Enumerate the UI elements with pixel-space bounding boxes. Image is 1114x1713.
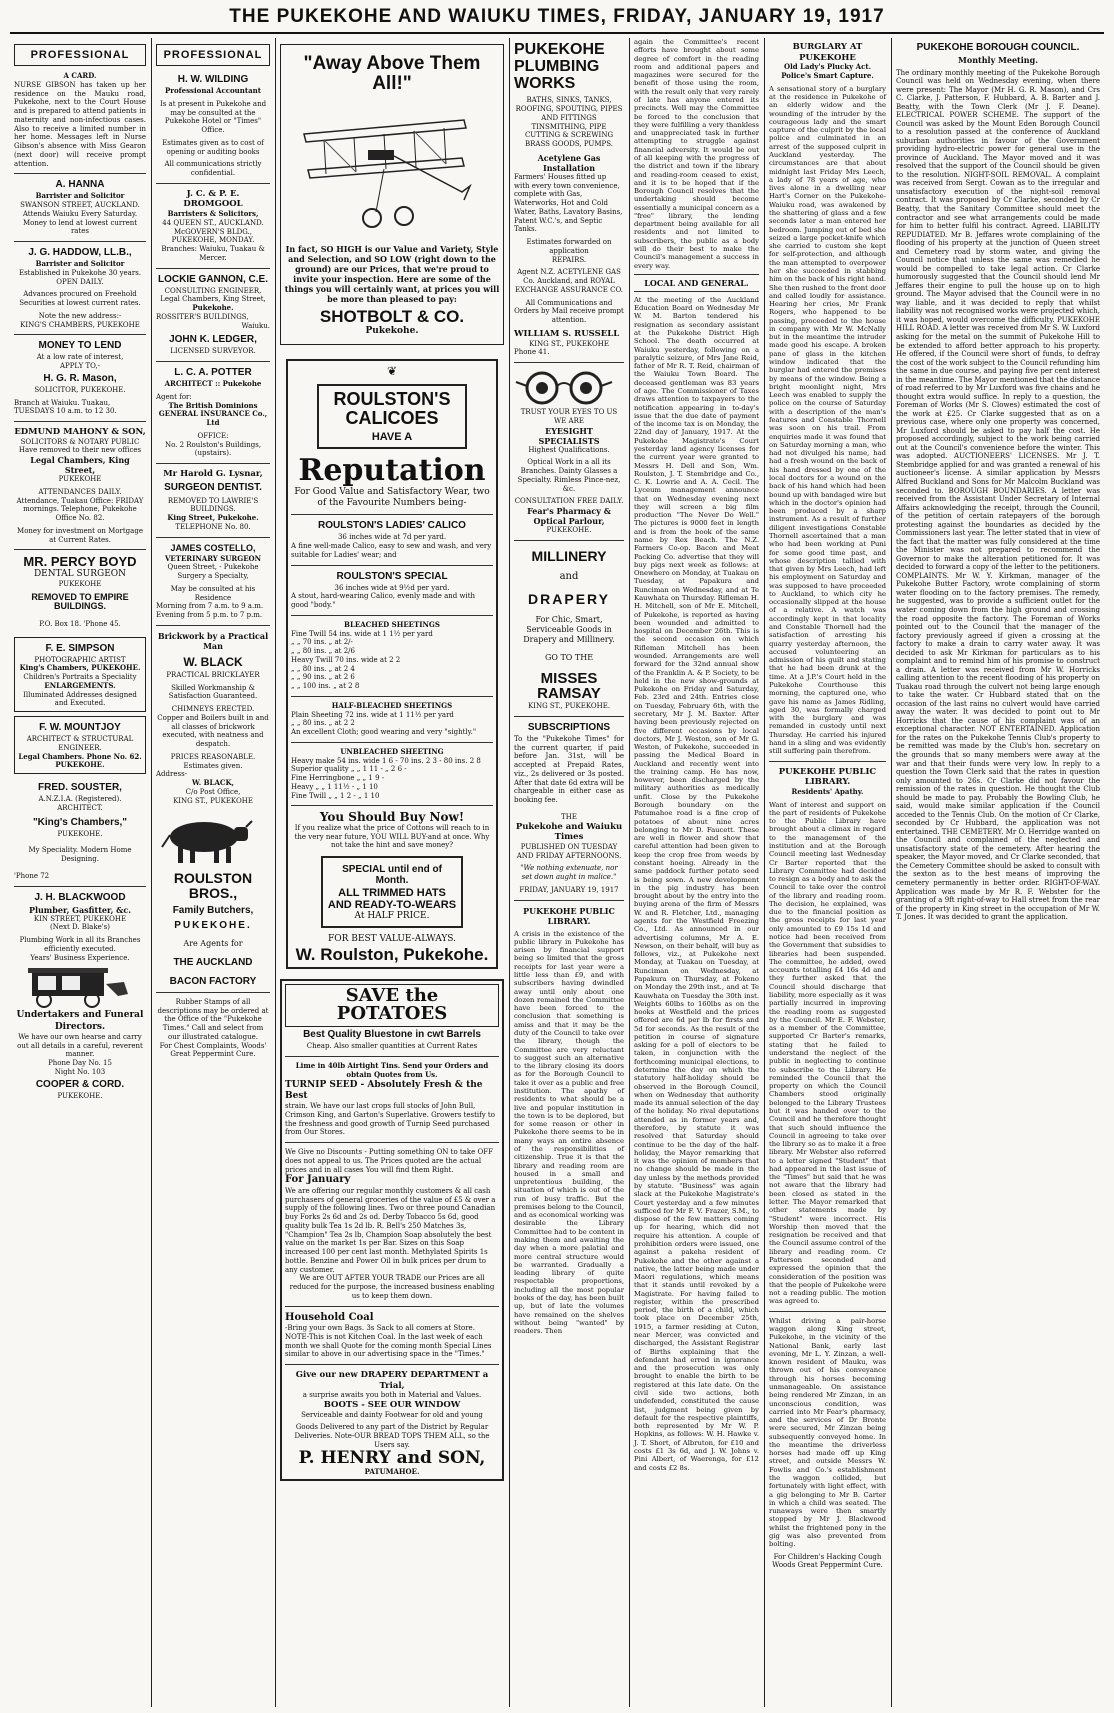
half-price: At HALF PRICE. — [354, 911, 430, 922]
mountjoy-role: ARCHITECT & STRUCTURAL ENGINEER. — [26, 735, 134, 752]
undertakers-text: We have our own hearse and carry out all details in a careful, reverent manner. — [17, 1032, 143, 1059]
costello-name: JAMES COSTELLO, — [170, 542, 256, 553]
acetylene: Acetylene Gas Installation — [537, 152, 601, 173]
black-role: PRACTICAL BRICKLAYER — [166, 670, 260, 679]
buy-title: You Should Buy Now! — [319, 810, 465, 825]
go: GO TO THE — [544, 652, 594, 662]
blackwood-trade: Plumber, Gasfitter, &c. — [28, 904, 132, 915]
dromgool-bldg: McGOVERN'S BLDG., PUKEKOHE, MONDAY. — [171, 227, 255, 245]
money-title: MONEY TO LEND — [38, 340, 122, 352]
masthead-rule — [10, 32, 1104, 34]
special-size: 36 inches wide at 9½d per yard. — [334, 583, 450, 592]
mountjoy-name: F. W. MOUNTJOY — [39, 722, 121, 734]
sub-text: To the "Pukekohe Times" for the current quarter, if paid before Jan. 31st, will be accepted at Prepaid Rates, viz., 2s delivered or 3s posted. After that date 6d extra will be chargeable in either case as booking fee. — [514, 734, 624, 805]
roulston-town: PUKEKOHE. — [174, 919, 252, 931]
boyd-town: PUKEKOHE — [58, 580, 102, 589]
council-subtitle: Monthly Meeting. — [958, 54, 1038, 65]
roulston-family: Family Butchers, — [172, 904, 254, 916]
ornament-icon: ❦ — [386, 363, 398, 378]
wilding-text: Is at present in Pukekohe and may be consulted at the Pukekohe Hotel or "Times" Office. — [159, 99, 267, 134]
january: For January — [285, 1174, 351, 1186]
turnip-text: strain. We have our last crops full stocks of John Bull, Crimson King, and Garton's Superlative. Growers testify to the freshness and good growth of Turnip Seed purchased from Our Stores. — [285, 1102, 495, 1137]
council-text: The ordinary monthly meeting of the Pukekohe Borough Council was held on Wednesday evening, when there were present: The Mayor (Mr H. G. R. Mason), and Crs C. Clarke, J. Patterson, F. Hubbard, A. B. Barter and J. Beatty, with the Town Clerk (Mr J. F. Deane). ELECTRICAL POWER SCHEME. The support of the Council was asked by the Mount Eden Borough Council to a resolution passed at the conference of Auckland suburban authorities in favour of the Government providing hydro-electric power for general use in the province of Auckland. The Mayor moved and it was resolved that the support of the Council should be given to the resolution. NIGHT-SOIL REMOVAL. A complaint was received from Sergt. Cowan as to the irregular and unsatisfactory execution of the night-soil removal contract. It was proposed by Cr Clarke, seconded by Cr Beatty, that the Sanitary Committee should meet the contractor and see what arrangements could be made for him to better fulfil his contract. Agreed. LIABILITY REPUDIATED. Mr B. Jeffares wrote complaining of the flooding of his property at the junction of Queen street and Cemetery road by storm water, and giving the Council notice that unless the same was remedied he would be compelled to take legal action. Cr Clarke humorously suggested that the Council should lend Mr Jeffares their engine to pull the house up on to high ground. The Mayor advised that the Council were in no way liable, and it was decided to reply that whilst liability was not recognised works were projected which, it was hoped, would overcome the difficulty. PUKEKOHE HILL ROAD. A letter was received from Mr S. W. Luxford asking for the metal on the summit of Pukekohe Hill to be extended to afford better approach to his property. He offered, if the Council were short of funds, to defray the cost of the work subject to the Council refunding him the same in due course, and paying five per cent interest in the meantime. The Mayor mentioned that the distance of road referred to by Mr Luxford was five chains and he thought extra would suffice. In reply to a question, the Foreman of Works (Mr S. Clowes) estimated the cost of the work at £25. Cr Clarke suggested that as on a previous case, where only one property was concerned, Mr Luxford should be asked to pay half the cost. He proposed accordingly, subject to the work being carried out at the Council's convenience before the winter. This was adopted. AUCTIONEERS' LICENSES. Mr J. T. Stembridge applied for and was granted a renewal of his auctioneer's license. A similar application by Messrs Alfred Buckland and Sons for Mr Malcolm Buckland was seconded to. BOROUGH BOUNDARIES. A letter was received from the Assistant Under Secretary of Internal Affairs acknowledging the receipt, through the Council, of the petition of certain ratepayers of the borough protesting against the boundaries as decided by the Commissioners last year. The letter stated that in view of the fact that the matter was fully considered at the time the Minister was not prepared to recommend the Governor to make the alteration petitioned for. It was decided to forward a copy of the letter to the petitioners. COMPLAINTS. Mr W. Y. Kirkman, manager of the Pukekohe Butter Factory, wrote complaining of storm water flooding on to the factory premises. The remedy, he suggested, was to provide a sufficient outlet for the water coming down from the high ground and crossing the road opposite the factory. The Foreman of Works pointed out to the Council that the manager of the factory previously agreed if given a crossing at the factory to make a drain to carry water away. It was decided to ask Mr Kirkman for particulars as to his complaint and to remind him of his promise to construct a drain. A letter was received from Mr W. Horricks calling attention to the recent flooding of his property on Tuakau road through the culvert not being large enough to take the water. Cr Hubbard stated that on the occasion of the last rains no culvert would have carried away the water. It was decided to point out to Mr Horricks that the cause of his complaint was of an exceptional character. NOT ENTERTAINED. Application for the rates on the Pukekohe Tennis Club's property to be remitted was made by the Club's hon. secretary on the grounds that so many members were away at the war and that their funds were very low. In reply to a question the Town Clerk said that the rates in question only amounted to 26s. Cr Clarke did not favour the remission of the rates in question. He thought the Club should be made to pay. Probably the Bowling Club, he said, would make similar application if the Council acceded to the Tennis Club. On the motion of Cr Clarke, seconded by Cr Hubbard, the application was not entertained. THE CEMETERY. Mr O. Herridge wanted on the Council and complained of the neglected and unsatisfactory state of the cemetery. After hearing the speaker, the Mayor moved, and Cr Clarke seconded, that the Cemetery Committee should be asked to consult with the sexton as to the best means of improving the cemetery permanently in better order. RIGHT-OF-WAY. Application was made by Mr R. F. Webster for the granting of a 9ft right-of-way to Hall street from the rear of the property in King street in the occupation of Mr W. T. Jones. It was decided to grant the application. — [896, 68, 1100, 922]
eyes-spec: EYESIGHT SPECIALISTS — [538, 425, 600, 446]
bleached-title: BLEACHED SHEETINGS — [344, 619, 440, 629]
money-branch: Branch at Waiuku. Tuakau, TUESDAYS 10 a.m. to 12 30. — [14, 398, 117, 416]
souster-role: ARCHITECT. — [57, 803, 103, 812]
estimates: Estimates forwarded on application — [526, 238, 612, 255]
millinery: MILLINERY — [531, 547, 607, 564]
fear-town: PUKEKOHE. — [546, 526, 592, 535]
masthead: THE PUKEKOHE AND WAIUKU TIMES, FRIDAY, JANUARY 19, 1917 — [229, 6, 885, 27]
bleached-row: „ „ 100 ins. „ at 2 8 — [291, 682, 360, 691]
away-title: "Away Above Them All!" — [303, 53, 481, 94]
undertakers-phone1: Phone Day No. 15 — [48, 1059, 112, 1068]
undertakers-town: PUKEKOHE. — [57, 1091, 103, 1100]
column-ads — [276, 38, 508, 1707]
dromgool-role: Barristers & Solicitors, — [167, 209, 259, 218]
sub-title: SUBSCRIPTIONS — [527, 721, 611, 733]
half-row: Plain Sheeting 72 ins. wide at 1 11½ per yard — [291, 710, 454, 719]
column-professional-1 — [10, 38, 150, 1707]
w-roulston: W. Roulston, Pukekohe. — [295, 944, 489, 964]
biplane-illustration — [284, 94, 500, 244]
eyes-we: WE ARE — [554, 416, 584, 425]
column-plumbing — [510, 38, 628, 1707]
russell-name: WILLIAM S. RUSSELL — [514, 328, 620, 339]
hanna-role: Barrister and Solicitor — [35, 191, 125, 201]
section-header: PROFESSIONAL — [14, 44, 146, 66]
turnip: TURNIP SEED - Absolutely Fresh & the Best — [285, 1079, 483, 1101]
repairs: REPAIRS. — [551, 255, 587, 264]
dromgool-addr: 44 QUEEN ST., AUCKLAND. — [162, 218, 264, 227]
roulston-the: THE AUCKLAND — [173, 956, 253, 968]
wilding-est: Estimates given as to cost of opening or auditing books — [162, 138, 264, 156]
mahony-role: SOLICITORS & NOTARY PUBLIC — [20, 437, 140, 446]
costello-hours1: Morning from 7 a.m. to 9 a.m. — [156, 602, 264, 611]
ox-illustration — [156, 813, 270, 867]
lysnar-addr: King Street, Pukekohe. — [167, 513, 259, 523]
calicoes-1: ROULSTON'S — [333, 388, 451, 409]
black-est: Estimates given. — [183, 761, 243, 770]
library-sub: Residents' Apathy. — [791, 786, 864, 796]
bleached-row: Fine Twill 54 ins. wide at 1 1½ per yard — [291, 629, 433, 638]
mahony-money: Money for investment on Mortgage at Current Rates. — [17, 526, 143, 544]
mahony-attend: ATTENDANCES DAILY. — [38, 487, 122, 496]
potter-role: ARCHITECT :: Pukekohe — [164, 379, 262, 388]
hanna-name: A. HANNA — [55, 179, 105, 191]
rubber-note: Rubber Stamps of all descriptions may be ordered at the Office of the "Pukekohe Times." Call and select from our illustrated catalogue. — [157, 997, 269, 1041]
lockie-role: CONSULTING ENGINEER, — [164, 286, 262, 295]
misses-ramsay: MISSES RAMSAY — [537, 669, 601, 703]
mountjoy-addr: Legal Chambers. Phone No. 62. PUKEKOHE. — [18, 751, 142, 770]
published: PUBLISHED ON TUESDAY AND FRIDAY AFTERNOONS. — [516, 842, 622, 860]
special-title: ROULSTON'S SPECIAL — [336, 570, 448, 582]
shotbolt-name: SHOTBOLT & CO. — [319, 306, 465, 326]
card-title: A CARD. — [63, 71, 97, 80]
chest-note: For Chest Complaints, Woods' Great Peppermint Cure. — [159, 1041, 267, 1059]
blackwood-name: J. H. BLACKWOOD — [34, 891, 126, 903]
boots-text: Serviceable and dainty Footwear for old and young — [301, 1410, 483, 1419]
blackwood-exp: Years' Business Experience. — [30, 953, 130, 962]
eyes-trust: TRUST YOUR EYES TO US — [520, 408, 618, 417]
haddow-est: Established in Pukekohe 30 years. — [18, 268, 142, 277]
potter-co: The British Dominions GENERAL INSURANCE Co., Ltd — [158, 400, 268, 427]
souster-addr: "King's Chambers," — [32, 816, 128, 828]
the: THE — [561, 812, 577, 821]
boyd-box: P.O. Box 18. 'Phone 45. — [39, 619, 121, 628]
save-title: SAVE the POTATOES — [285, 984, 499, 1028]
costello-spec: Surgery a Specialty, — [177, 572, 249, 581]
russell-addr: KING ST., PUKEKOHE — [529, 339, 609, 348]
bleached-row: „ „ 80 ins. „ at 2/6 — [291, 647, 355, 656]
local-title: LOCAL AND GENERAL. — [634, 274, 759, 292]
black-prices: PRICES REASONABLE. — [170, 752, 256, 761]
mahony-attend2: Attendance, Tuakau Office: FRIDAY mornings. Telephone, Pukekohe Office No. 82. — [16, 496, 144, 523]
cough-note: For Children's Hacking Cough Woods Great Peppermint Cure. — [772, 1552, 883, 1570]
section-header: PROFESSIONAL — [156, 44, 270, 66]
blackwood-note: (Next D. Blake's) — [50, 923, 110, 932]
costello-addr: Queen Street, - Pukekohe — [167, 563, 259, 572]
rep-sub: For Good Value and Satisfactory Wear, two of the Favourite Numbers being- — [294, 486, 490, 509]
costello-consult: May be consulted at his Residence — [170, 584, 256, 602]
eyes-text: Optical Work in a all its Branches. Dainty Glasses a Specialty. Rimless Pince-nez, &c. — [517, 458, 621, 493]
goods: Goods Delivered to any part of the District by Regular Deliveries. Note-OUR BREAD TOPS THEM ALL, so the Users say. — [294, 1423, 490, 1449]
simpson-addr: King's Chambers, PUKEKOHE. — [19, 663, 141, 673]
black-address: Address- — [156, 770, 188, 779]
burglary-sub1: Old Lady's Plucky Act. — [783, 62, 872, 72]
henry-ad — [280, 979, 504, 1482]
lockie-ross: ROSSITER'S BUILDINGS, — [156, 312, 249, 321]
comms: All Communications and Orders by Mail receive prompt attention. — [514, 298, 624, 325]
burglary-title: BURGLARY AT PUKEKOHE — [792, 42, 863, 63]
column-professional-2 — [152, 38, 274, 1707]
away-text: In fact, SO HIGH is our Value and Variety, Style and Selection, and SO LOW (right down to the ground) are our Prices, that we're proud to invite your inspection. Here are some of the things you will certainly want, at prices you will be more than pleased to pay: — [284, 243, 500, 304]
lime: Lime in 40lb Airtight Tins. Send your Orders and obtain Quotes from Us. — [295, 1061, 489, 1079]
acetylene-text: Farmers' Houses fitted up with every town convenience, complete with Gas, Waterworks, Hot and Cold Water, Baths, Lavatory Basins, Patent W.C.'s, and Septic Tanks. — [514, 172, 623, 234]
wilding-role: Professional Accountant — [165, 86, 261, 95]
drapery-text: a surprise awaits you both in Material and Values. — [302, 1391, 482, 1400]
unbleached-row: Fine Twill „ „ 1 2 - „ 1 10 — [291, 791, 380, 800]
column-burglary — [765, 38, 890, 1707]
blackwood-work: Plumbing Work in all its Branches efficiently executed. — [19, 936, 141, 953]
souster-spec: My Speciality. Modern Home Designing. — [28, 846, 132, 864]
cut: We are OUT AFTER YOUR TRADE our Prices are all reduced for the purpose, the increased business enabling us to keep them down. — [289, 1274, 495, 1300]
and: and — [559, 571, 579, 583]
hanna-addr: SWANSON STREET, AUCKLAND. — [20, 201, 140, 209]
shotbolt-ad — [280, 44, 504, 345]
black-name: W. BLACK — [183, 654, 243, 669]
eyes-qual: Highest Qualifications. — [528, 445, 610, 454]
special-month: SPECIAL until end of Month. — [342, 864, 442, 887]
agent: Agent N.Z. ACETYLENE GAS Co. Auckland, and ROYAL EXCHANGE ASSURANCE CO. — [514, 268, 623, 294]
hats-box — [321, 856, 463, 928]
haddow-addr: KING'S CHAMBERS, PUKEKOHE — [20, 320, 140, 329]
bleached-row: „ „ 90 ins. „ at 2 6 — [291, 673, 355, 682]
wilding-name: H. W. WILDING — [177, 74, 249, 85]
runaway-text: Whilst driving a pair-horse waggon along King street, Pukekohe, in the vicinity of the National Bank, early last evening, Mr L. Y. Zinzan, a well-known resident of Mauku, was thrown out of his conveyance through his horses becoming unmanageable. On assistance being rendered Mr Zinzan, in an unconscious condition, was carried into Mr Fear's pharmacy, and the services of Dr Bronte were secured, Mr Zinzan being subsequently conveyed home. In the meantime the driverless horses had made off up King street, and outside Messrs W. Fowlis and Co.'s establishment the waggon collided, but fortunately with light effect, with a gig belonging to Mr B. Carter in which a child was seated. The runaways were then smartly stopped by Mr J. Blackwood whilst the frightened pony in the gig was also prevented from bolting. — [769, 1316, 886, 1549]
black-st: KING ST., PUKEKOHE — [173, 796, 253, 805]
haddow-adv: Advances procured on Freehold Securities at lowest current rates. — [19, 290, 141, 307]
calicoes-2: CALICOES — [345, 407, 439, 428]
unbleached-row: Fine Herringbone „ „ 1 9 - — [291, 774, 385, 783]
library-continued: again the Committee's recent efforts have brought about some degree of comfort in the reading room and additional papers and magazines were secured for the benefit of those using the room, with the result only that very rarely of late has anyone entered its precincts. Well may the Committee be forced to the conclusion that they were fulfilling a very thankless and unappreciated task in further attempting to struggle against financial adversity. It would be out of all keeping with the progress of the district and town if the library and reading-room ceased to exist, and it is to be hoped that if the Borough Council resolves that the undertaking should become essentially a municipal concern as a "free" library, the lending department being available for all residents and not limited to subscribers, the public as a body will do their best to make the Council's management a success in every way. — [634, 38, 759, 270]
lysnar-name: Mr Harold G. Lysnar, — [163, 469, 263, 479]
roulston-bros: ROULSTON BROS., — [173, 870, 253, 902]
mountjoy-ad — [14, 716, 146, 774]
shotbolt-town: Pukekohe. — [365, 325, 419, 336]
simpson-kids: Children's Portraits a Speciality — [23, 673, 137, 682]
henry: P. HENRY and SON, — [298, 1447, 486, 1468]
potter-office: OFFICE: — [197, 431, 229, 440]
unbleached-row: Heavy make 54 ins. wide 1 6 - 70 ins. 2 3 - 80 ins. 2 8 — [291, 756, 481, 765]
hanna-note: Attends Waiuku Every Saturday. Money to lend at lowest current rates — [22, 209, 138, 236]
souster-quals: A.N.Z.I.A. (Registered). — [38, 795, 122, 804]
plumbing-items: BATHS, SINKS, TANKS, ROOFING, SPOUTING, PIPES AND FITTINGS TINSMITHING, PIPE CUTTING & SCREWING BRASS GOODS, PUMPS. — [515, 96, 623, 149]
boyd-removed: REMOVED TO EMPIRE BUILDINGS. — [31, 592, 129, 612]
souster-town: PUKEKOHE. — [57, 829, 103, 838]
calicoes-box — [317, 384, 467, 449]
souster-phone: 'Phone 72 — [14, 871, 50, 880]
fear: Fear's Pharmacy & Optical Parlour, — [527, 506, 611, 527]
mahony-addr: Legal Chambers, King Street, — [30, 455, 130, 476]
unbleached-title: UNBLEACHED SHEETING — [340, 746, 444, 756]
simpson-ad — [14, 637, 146, 713]
date: FRIDAY, JANUARY 19, 1917 — [519, 885, 619, 894]
costello-role: VETERINARY SURGEON — [164, 553, 262, 563]
simpson-enl: ENLARGEMENTS. — [44, 680, 116, 690]
save-cheap: Cheap. Also smaller quantities at Current Rates — [306, 1042, 478, 1051]
dromgool-branches: Branches: Waiuku, Tuakau & Mercer. — [161, 245, 265, 262]
ledger-role: LICENSED SURVEYOR. — [170, 347, 256, 356]
library-text-2: Want of interest and support on the part of residents of Pukekohe to the Public Library have brought about a climax in regard to the management of the institution and at the Borough Council meeting last Wednesday Cr Barter reported that the Library Committee had decided to resign as a body and to ask the Council to take over the control of the library and reading room. The decision, he explained, was due to the financial position as the gross receipts for last year only amounted to £9 15s 1d and notice had been received from the Government that subsidies to libraries had been suspended. The committee, he added, owed accounts totalling £4 16s 4d and they further asked that the Council should discharge that liability, more especially as it was partially incurred in improving the reading room as suggested by the Council. Mr E. F. Webster, as a member of the Committee, supported Cr Barter's remarks, stating that he failed to understand the neglect of the public in neglecting to continue to subscribe to the Library. He reminded the Council that the property on which the Council Chambers stood originally belonged to the Library Trustees but it was handed over to the Council and he therefore thought that such should influence the Council in agreeing to take over the library so as to make it a free library. Mr Webster also referred to a letter signed "Student" that had appeared in the last issue of the "Times" but said that he was not aware that the library had been closed as stated in the letter. The Mayor remarked that other statements made by "Student" were incorrect. His Worship then moved that the resignation be received and that the Council assume control of the library and reading room. Cr Patterson seconded and expressed the opinion that the consideration of the position was that the people of Pukekohe were not a reading public. The motion was agreed to. — [769, 800, 886, 1306]
undertakers-phone2: Night No. 103 — [54, 1067, 106, 1076]
mahony-town: PUKEKOHE — [58, 475, 102, 484]
black-skill: Skilled Workmanship & Satisfaction Guaranteed. — [168, 683, 258, 701]
lockie-addr: Legal Chambers, King Street, — [160, 295, 266, 304]
save-sub: Best Quality Bluestone in cwt Barrels — [303, 1029, 481, 1041]
local-text: At the meeting of the Auckland Education Board on Wednesday Mr W. M. Barton tendered his resignation as secondary assistant at the Pukekohe District High School. The death occurred at Waiuku yesterday, following on a paralytic seizure, of Mrs Jane Reid, father of Mr R. T. Reid, chairman of the Waiuku Town Board. The deceased gentleman was 83 years of age. The Commissioner of Taxes draws attention to taxpayers to the notification appearing in to-day's issue that the due date of payment of the income tax is on Monday, the 22nd day of January, 1917. At the Pukekohe Magistrate's Court yesterday land agency licenses for the current year were granted to Messrs H. Dell and Son, Wm. Roulston, J. T. Stembridge and Co., C. K. Lowrie and A. A. Cecil. The Lyceum management announce that on Wednesday evening next they will screen a big film production "The Never Do Well." The pictures is 9000 feet in length and is from the book of the same name by Rex Beach. The N.Z. Farmers Co-op. Bacon and Meat Packing Co. advertise that they will buy pigs next week as follows: at Onewhero on Monday, at Tuakau on Tuesday, at Papakura and Runciman on Wednesday, and at Te Kauwhata on Thursday. Rifleman H. H. Mitchell, son of Mr E. Mitchell, of Pukekohe, is reported as having been wounded and admitted to hospital on December 26th. This is the second occasion on which Rifleman Mitchell has been wounded. Arrangements are well forward for the 32nd annual show of the Franklin A. & P. Society, to be held in the new show-grounds at Pukekohe on Friday and Saturday, Feb. 23rd and 24th. Entries close on Tuesday, February 6th, with the secretary, Mr J. M. Baxter. After having been previously rejected on five different occasions by local doctors, Mr J. Weston, son of Mr G. Weston, of Pukekohe, succeeded in passing the Medical Board in Auckland and recently went into the training camp. He has now, however, been discharged by the military authorities as medically unfit. Close by the Pukekohe Borough boundary on the Patumahoe road is a fine crop of potatoes of about nine acres belonging to Mr D. Faucett. These are well in flower and show that careful attention had been given to keep the crop free from weeds by constant hoeing. Already in the same paddock further potato seed is being sown. A new development in the pig industry has been brought about by the entry into the buying arena of the firm of Messrs W. and R. Fletcher, Ltd., managing agents for the Westfield Freezing Co., Ltd. As announced in our advertising columns, Mr A. E. Newson, on their behalf, will buy as follows, viz., at Pukekohe next Monday, at Tuakau on Tuesday, at Runciman on Wednesday, at Papakura on Thursday, at Pokeno on Monday the 29th inst., and at Te Kauwhata on Tuesday the 30th inst. Weights 60lbs to 160lbs as on the hooks at Westfield and the prices offered are 6d per lb for firsts and 5d for seconds. As the result of the petition in course of signature asking for a poll of electors to be taken, in conjunction with the forthcoming municipal elections, to determine the day on which the statutory half-holiday should be observed in the Borough Council, when on Wednesday that authority made its annual selection of the day of the holiday. No rival deputations attended as in former years and, therefore, by statute it was resolved that Saturday should continue to be the day of the half-holiday, the Mayor remarking that it was the opinion of members that no change should be made in the day unless by the methods provided by statute. "Business" was again slack at the Pukekohe Magistrate's Court yesterday and a few minutes sufficed for Mr F. V. Frazer, S.M., to dispose of the few matters coming up for hearing, which did not require his attention. A couple of prohibition orders were issued, one against a pakeha resident of Pukekohe and the other against a native, the latter being made under Maori regulations, which means that it stands until revoked by a Magistrate. For having failed to register, within the prescribed period, the birth of a child, which took place on December 25th, 1915, a farmer residing at Cuton, near Mercer, was convicted and discharged, the Assistant Registrar of Births explaining that the defendant had erred in ignorance and the prosecution was only brought to enable the birth to be registered at this late date. On the civil side two actions, both undefended, constituted the cause list, judgment being given by default for the respective plaintiffs, both represented by Mr W. P. Hopkins, as follows: W. H. Hawke v. J. T. Short, of Albruton, for £10 and costs £1 3s 6d, and J. W. Johns v. Pini Albert, of Waerenga, for £12 and costs £2 8s. — [634, 295, 759, 1472]
mahony-moved: Have removed to their new offices — [18, 446, 142, 455]
russell-phone: Phone 41. — [514, 348, 550, 357]
burglary-text: A sensational story of a burglary at the residence in Pukekohe of an elderly widow and the wounding of the intruder by the courageous lady and the smart capture of the culprit by the local police and culminated in an arrest of the supposed culprit in Auckland yesterday. The circumstances are that about midnight last Friday Mrs Leech, a lady of 78 years of age, who lives alone in a dwelling near Hart's Corner on the Pukekohe-Waiuku road, was awakened by the shattering of glass and a few seconds later a man entered her bedroom. Jumping out of bed she seized a large pocket-knife which she carried to custom she kept for self-protection, and although the man attempted to overpower her she succeeded in stabbing him on the back of his right hand. She then rushed to the front door and called loudly for assistance. Hearing her cries, Mr Frank Rogers, who happened to be passing, proceeded to the house in company with Mr W. McNally but in the meantime the intruder made good his escape. A broken pane of glass in the kitchen window indicated that the burglar had entered the premises by means of the window. Being a bright moonlight night, Mrs Leech was enabled to supply the police on the course of Saturday with a description of the man's features and Constable Thornell was soon on his trail. From enquiries made it was found that on Saturday morning a man, who had not divulged his name, had had a fresh wound on the back of his hand dressed by one of the local doctors for a wound on the back of his hand which had been bound up with bandaged wire but which in the doctor's opinion had been produced by a sharp instrument. As a result of further diligent investigations Constable Thornell ascertained that a man who had been working at Puni for some good time past, and whose description tallied with that given by Mrs Leech, had left his employment on Saturday and was supposed to have proceeded to Auckland, to which city he occasionally slipped at the house of a relative. A watch was accordingly kept in that locality and Constable Thornell had the satisfaction of arresting his quarry yesterday afternoon, the accused volunteering an admission of his guilt and stating that he had been drunk at the time. At a J.P.'s Court held in the Pukekohe Courthouse this morning, the captured one, who gave his name as James Ridling, aged 30, was formally charged with the burglary and was remanded in custody until next Thursday. He carried his injured hand in a sling and was evidently still suffering pain therefrom. — [769, 84, 886, 756]
mill-text: For Chic, Smart, Serviceable Goods in Drapery and Millinery. — [523, 614, 615, 644]
roulston-calicoes-ad — [286, 359, 498, 969]
undertakers-title: Undertakers and Funeral Directors. — [16, 1010, 144, 1032]
half-row: An excellent Cloth; good wearing and very "sightly." — [291, 728, 477, 737]
drapery: Give our new DRAPERY DEPARTMENT a Trial, — [295, 1370, 489, 1391]
lysnar-role: SURGEON DENTIST. — [164, 481, 262, 493]
money-role: SOLICITOR, PUKEKOHE. — [34, 385, 126, 394]
simpson-role: PHOTOGRAPHIC ARTIST — [34, 655, 126, 664]
january-text: We are offering our regular monthly customers & all cash purchasers of general groceries of the value of £5 & over a supply of the following lines. Two or three pound Canadian buy Forks 2s 6d and 2s od. Derby Tobacco 5s 6d, good quality bulk Tea 1s 2d lb. R. Bell's 250 Matches 3s, "Champion" Tea 2s lb, Champion Soap absolutely the best value on the market 1s per Bar. Sizes on this Soap increased 100 per cent last month. Methylated Spirits 1s bottle. Benzine and Power Oil in bulk prices per drum to any customer. — [285, 1186, 496, 1274]
ladies-size: 36 inches wide at 7d per yard. — [337, 533, 447, 542]
trimmed: ALL TRIMMED HATS AND READY-TO-WEARS — [327, 887, 457, 911]
council-title: PUKEKOHE BOROUGH COUNCIL. — [916, 42, 1080, 53]
burglary-sub2: Police's Smart Capture. — [781, 71, 874, 80]
reputation: Reputation — [298, 453, 486, 489]
lysnar-phone: TELEPHONE No. 80. — [175, 522, 251, 531]
lockie-waiuku: Waiuku. — [241, 321, 270, 330]
misses-addr: KING ST., PUKEKOHE. — [527, 702, 611, 711]
black-boil: Copper and Boilers built in and all classes of brickwork executed, with neatness and despatch. — [157, 713, 269, 749]
column-council — [892, 38, 1104, 1707]
blackwood-addr: KIN STREET, PUKEKOHE — [33, 914, 127, 923]
haddow-name: J. G. HADDOW, LL.B., — [28, 247, 132, 258]
boyd-role: DENTAL SURGEON — [33, 569, 127, 580]
dromgool-name: J. C. & P. E. DROMGOOL — [183, 188, 243, 210]
money-rate: At a low rate of interest, — [36, 353, 124, 362]
simpson-name: F. E. SIMPSON — [45, 642, 115, 654]
buy-text: If you realize what the price of Cottons will reach to in the very near future, YOU WILL BUY-and at once. Why not take the hint and save money? — [294, 823, 490, 850]
discounts: We Give no Discounts - Putting something ON to take OFF does not appeal to us. The Prices quoted are the actual prices and in all cases You will find them Right. — [285, 1148, 493, 1174]
ledger-name: JOHN K. LEDGER, — [169, 334, 257, 346]
haddow-addr-note: Note the new address:- — [38, 311, 122, 320]
bleached-row: „ „ 70 ins. „ at 2/- — [291, 638, 353, 647]
half-title: HALF-BLEACHED SHEETINGS — [331, 700, 453, 710]
lockie-town: Pukekohe. — [192, 303, 234, 312]
black-po: C/o Post Office, — [185, 787, 241, 796]
money-apply: APPLY TO,- — [59, 362, 101, 370]
black-name2: W. BLACK, — [191, 778, 234, 788]
lockie-name: LOCKIE GANNON, C.E. — [157, 273, 268, 285]
hearse-illustration — [14, 966, 146, 1010]
black-banner: Brickwork by a Practical Man — [157, 630, 269, 651]
haddow-open: OPEN DAILY. — [56, 277, 104, 286]
half-row: „ „ 80 ins. „ at 2 2 — [291, 719, 355, 728]
library-text: A crisis in the existence of the public library in Pukekohe has arisen by financial support being so limited that the gross receipts for last year were a little less than £9, and with subscribers having dwindled away until only about one dozen remained the Committee have been forced to the conclusion that something is amiss and that it may be the duty of the Council to take over the library, though the Committee are very reluctant to suggest such an alternative to the library closing its doors as for the Borough Council to take it over as a public and free institution. The apathy of residents to what should be a live and popular institution in the town is to be deplored, but for some reason or other in Pukekohe there seems to be in many ways an entire absence of the responsibilities of citizenship. True it is that the library and reading room are housed in a small and unpretentious building, the situation of which is out of the run of busy traffic. But the premises belong to the Council, and as economical working was desirable the Library Committee had to be content in making them and awaiting the day when a more palatial and more central structure would be warranted. Gradually a leading library of quite respectable proportions, including all the most popular books of the day, has been built up, but of late the volumes have remained on the shelves without being "wanted" by readers. Then — [514, 929, 624, 1336]
money-name: H. G. R. Mason, — [43, 372, 117, 384]
drapery-word: DRAPERY — [528, 590, 610, 607]
calicoes-3: HAVE A — [371, 430, 413, 443]
best-value: FOR BEST VALUE-ALWAYS. — [328, 934, 456, 945]
eyes-consult: CONSULTATION FREE DAILY. — [514, 497, 624, 506]
potter-agent: Agent for: — [156, 392, 192, 401]
ladies-desc: A fine well-made Calico, easy to sew and wash, and very suitable for Ladies' wear; and — [291, 542, 492, 559]
bleached-row: Heavy Twill 70 ins. wide at 2 2 — [291, 655, 401, 664]
potter-name: L. C. A. POTTER — [174, 367, 252, 378]
potter-bldg: No. 2 Roulston's Buildings, (upstairs). — [164, 440, 262, 458]
haddow-role: Barrister and Solicitor — [35, 259, 125, 268]
wilding-conf: All communications strictly confidential. — [164, 160, 262, 177]
unbleached-row: Superior quality „ „ 1 11 - „ 2 6 - — [291, 765, 407, 774]
bleached-row: „ „ 80 ins. „ at 2 4 — [291, 664, 355, 673]
motto: "We nothing extenuate, nor set down aught in malice." — [520, 864, 618, 882]
special-desc: A stout, hard-wearing Calico, evenly made and with good "body." — [291, 592, 476, 610]
mahony-name: EDMUND MAHONY & SON, — [14, 427, 146, 437]
roulston-bacon: BACON FACTORY — [169, 975, 257, 987]
souster-name: FRED. SOUSTER, — [38, 782, 122, 794]
coal-bring: -Bring your own Bags. 3s Sack to all comers at Store. — [285, 1324, 475, 1333]
undertakers-firm: COOPER & CORD. — [35, 1078, 125, 1090]
spectacles-icon — [514, 368, 624, 408]
paper-title: Pukekohe and Waiuku Times — [515, 821, 623, 843]
roulston-agents: Are Agents for — [183, 938, 243, 948]
ladies-title: ROULSTON'S LADIES' CALICO — [318, 520, 466, 532]
plumbing-title: PUKEKOHE PLUMBING WORKS — [514, 41, 605, 92]
library-title: PUKEKOHE PUBLIC LIBRARY. — [523, 905, 615, 926]
boots: BOOTS - SEE OUR WINDOW — [323, 1400, 461, 1411]
lysnar-moved: REMOVED TO LAWRIE'S BUILDINGS. — [167, 496, 259, 514]
boyd-name: MR. PERCY BOYD — [23, 554, 137, 570]
coal-title: Household Coal — [285, 1311, 374, 1323]
library-title-2: PUKEKOHE PUBLIC LIBRARY. — [778, 766, 877, 788]
black-chim: CHIMNEYS ERECTED. — [171, 705, 255, 714]
unbleached-row: Heavy „ „ 1 11½ - „ 1 10 — [291, 782, 378, 791]
henry-town: PATUMAHOE. — [364, 1466, 420, 1476]
simpson-ill: Illuminated Addresses designed and Executed. — [23, 690, 137, 708]
card-text: NURSE GIBSON has taken up her residence on the Mauku road, Pukekohe, next to the Court House and is prepared to attend patients in maternity and non-infectious cases. Also to receive a limited number in her home. Messages left in Nurse Gibson's absence with Miss Gearon (next door) will receive prompt attention. — [14, 80, 146, 168]
costello-hours2: Evening from 5 p.m. to 7 p.m. — [156, 611, 263, 620]
coal-note: NOTE-This is not Kitchen Coal. In the last week of each month we shall Quote for the coming month Special Lines similar to above in our advertising space in the "Times." — [285, 1332, 492, 1359]
column-local-news — [630, 38, 763, 1707]
